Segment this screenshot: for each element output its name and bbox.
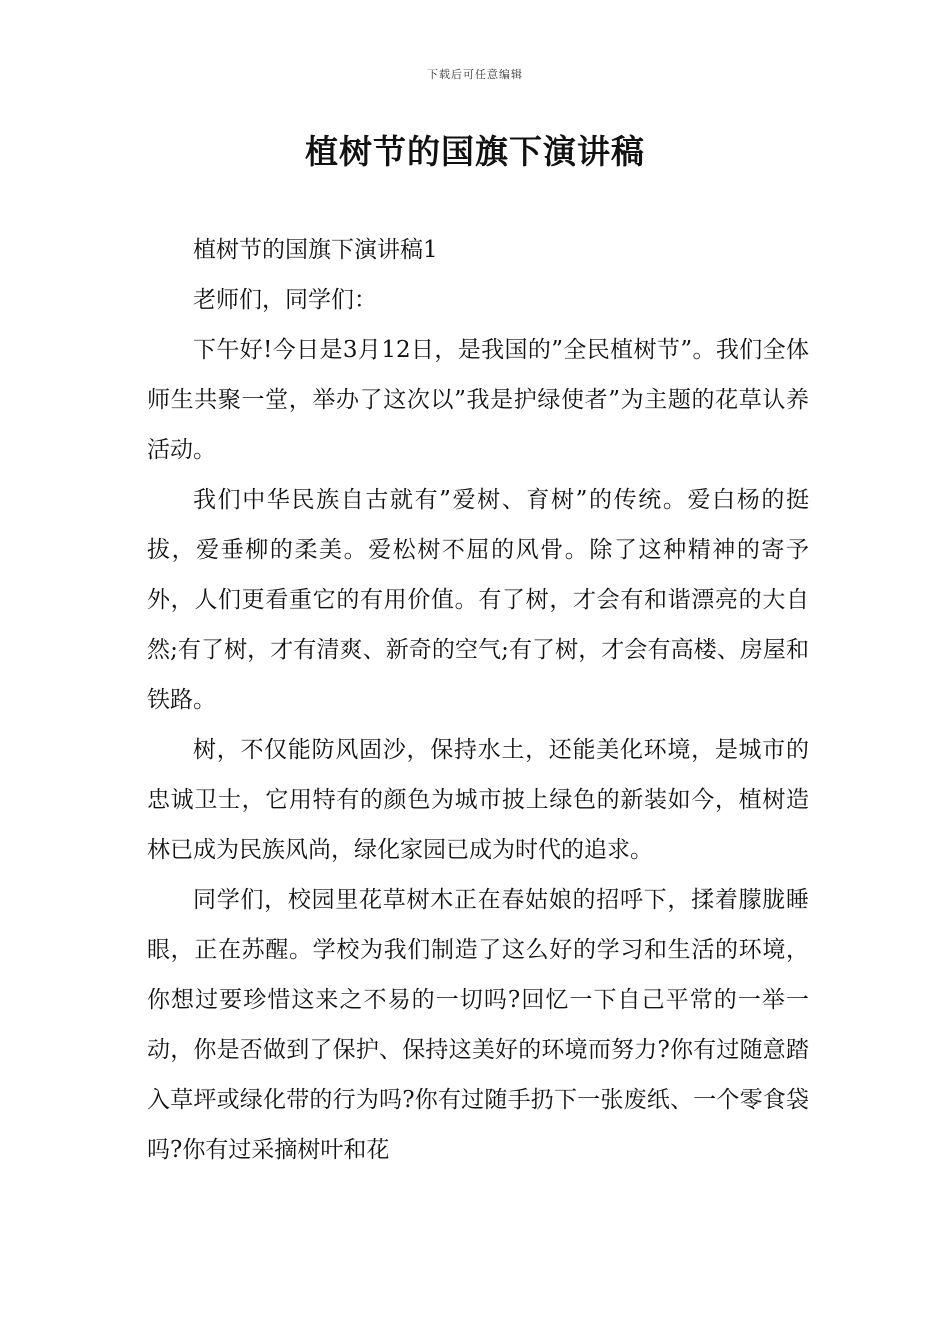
paragraph: 树，不仅能防风固沙，保持水土，还能美化环境，是城市的忠诚卫士，它用特有的颜色为城市披上绿色的新装如今，植树造林已成为民族风尚，绿化家园已成为时代的追求。 (147, 737, 809, 863)
paragraph: 我们中华民族自古就有”爱树、育树”的传统。爱白杨的挺拔，爱垂柳的柔美。爱松树不屈的风骨。除了这种精神的寄予外，人们更看重它的有用价值。有了树，才会有和谐漂亮的大自然;有了树，才有清爽、新奇的空气;有了树，才会有高楼、房屋和铁路。 (147, 487, 809, 713)
paragraph: 同学们，校园里花草树木正在春姑娘的招呼下，揉着朦胧睡眼，正在苏醒。学校为我们制造了这么好的学习和生活的环境，你想过要珍惜这来之不易的一切吗?回忆一下自己平常的一举一动，你是否做到了保护、保持这美好的环境而努力?你有过随意踏入草坪或绿化带的行为吗?你有过随手扔下一张废纸、一个零食袋吗?你有过采摘树叶和花 (147, 887, 809, 1163)
document-body (147, 225, 809, 1175)
document-title: 植树节的国旗下演讲稿 (305, 132, 645, 171)
paragraph: 下午好!今日是3月12日，是我国的”全民植树节”。我们全体师生共聚一堂，举办了这次以”我是护绿使者”为主题的花草认养活动。 (147, 337, 809, 463)
paragraph-salutation: 老师们，同学们： (193, 287, 377, 313)
paragraph-subtitle: 植树节的国旗下演讲稿1 (193, 237, 438, 263)
header-note: 下载后可任意编辑 (427, 68, 523, 81)
